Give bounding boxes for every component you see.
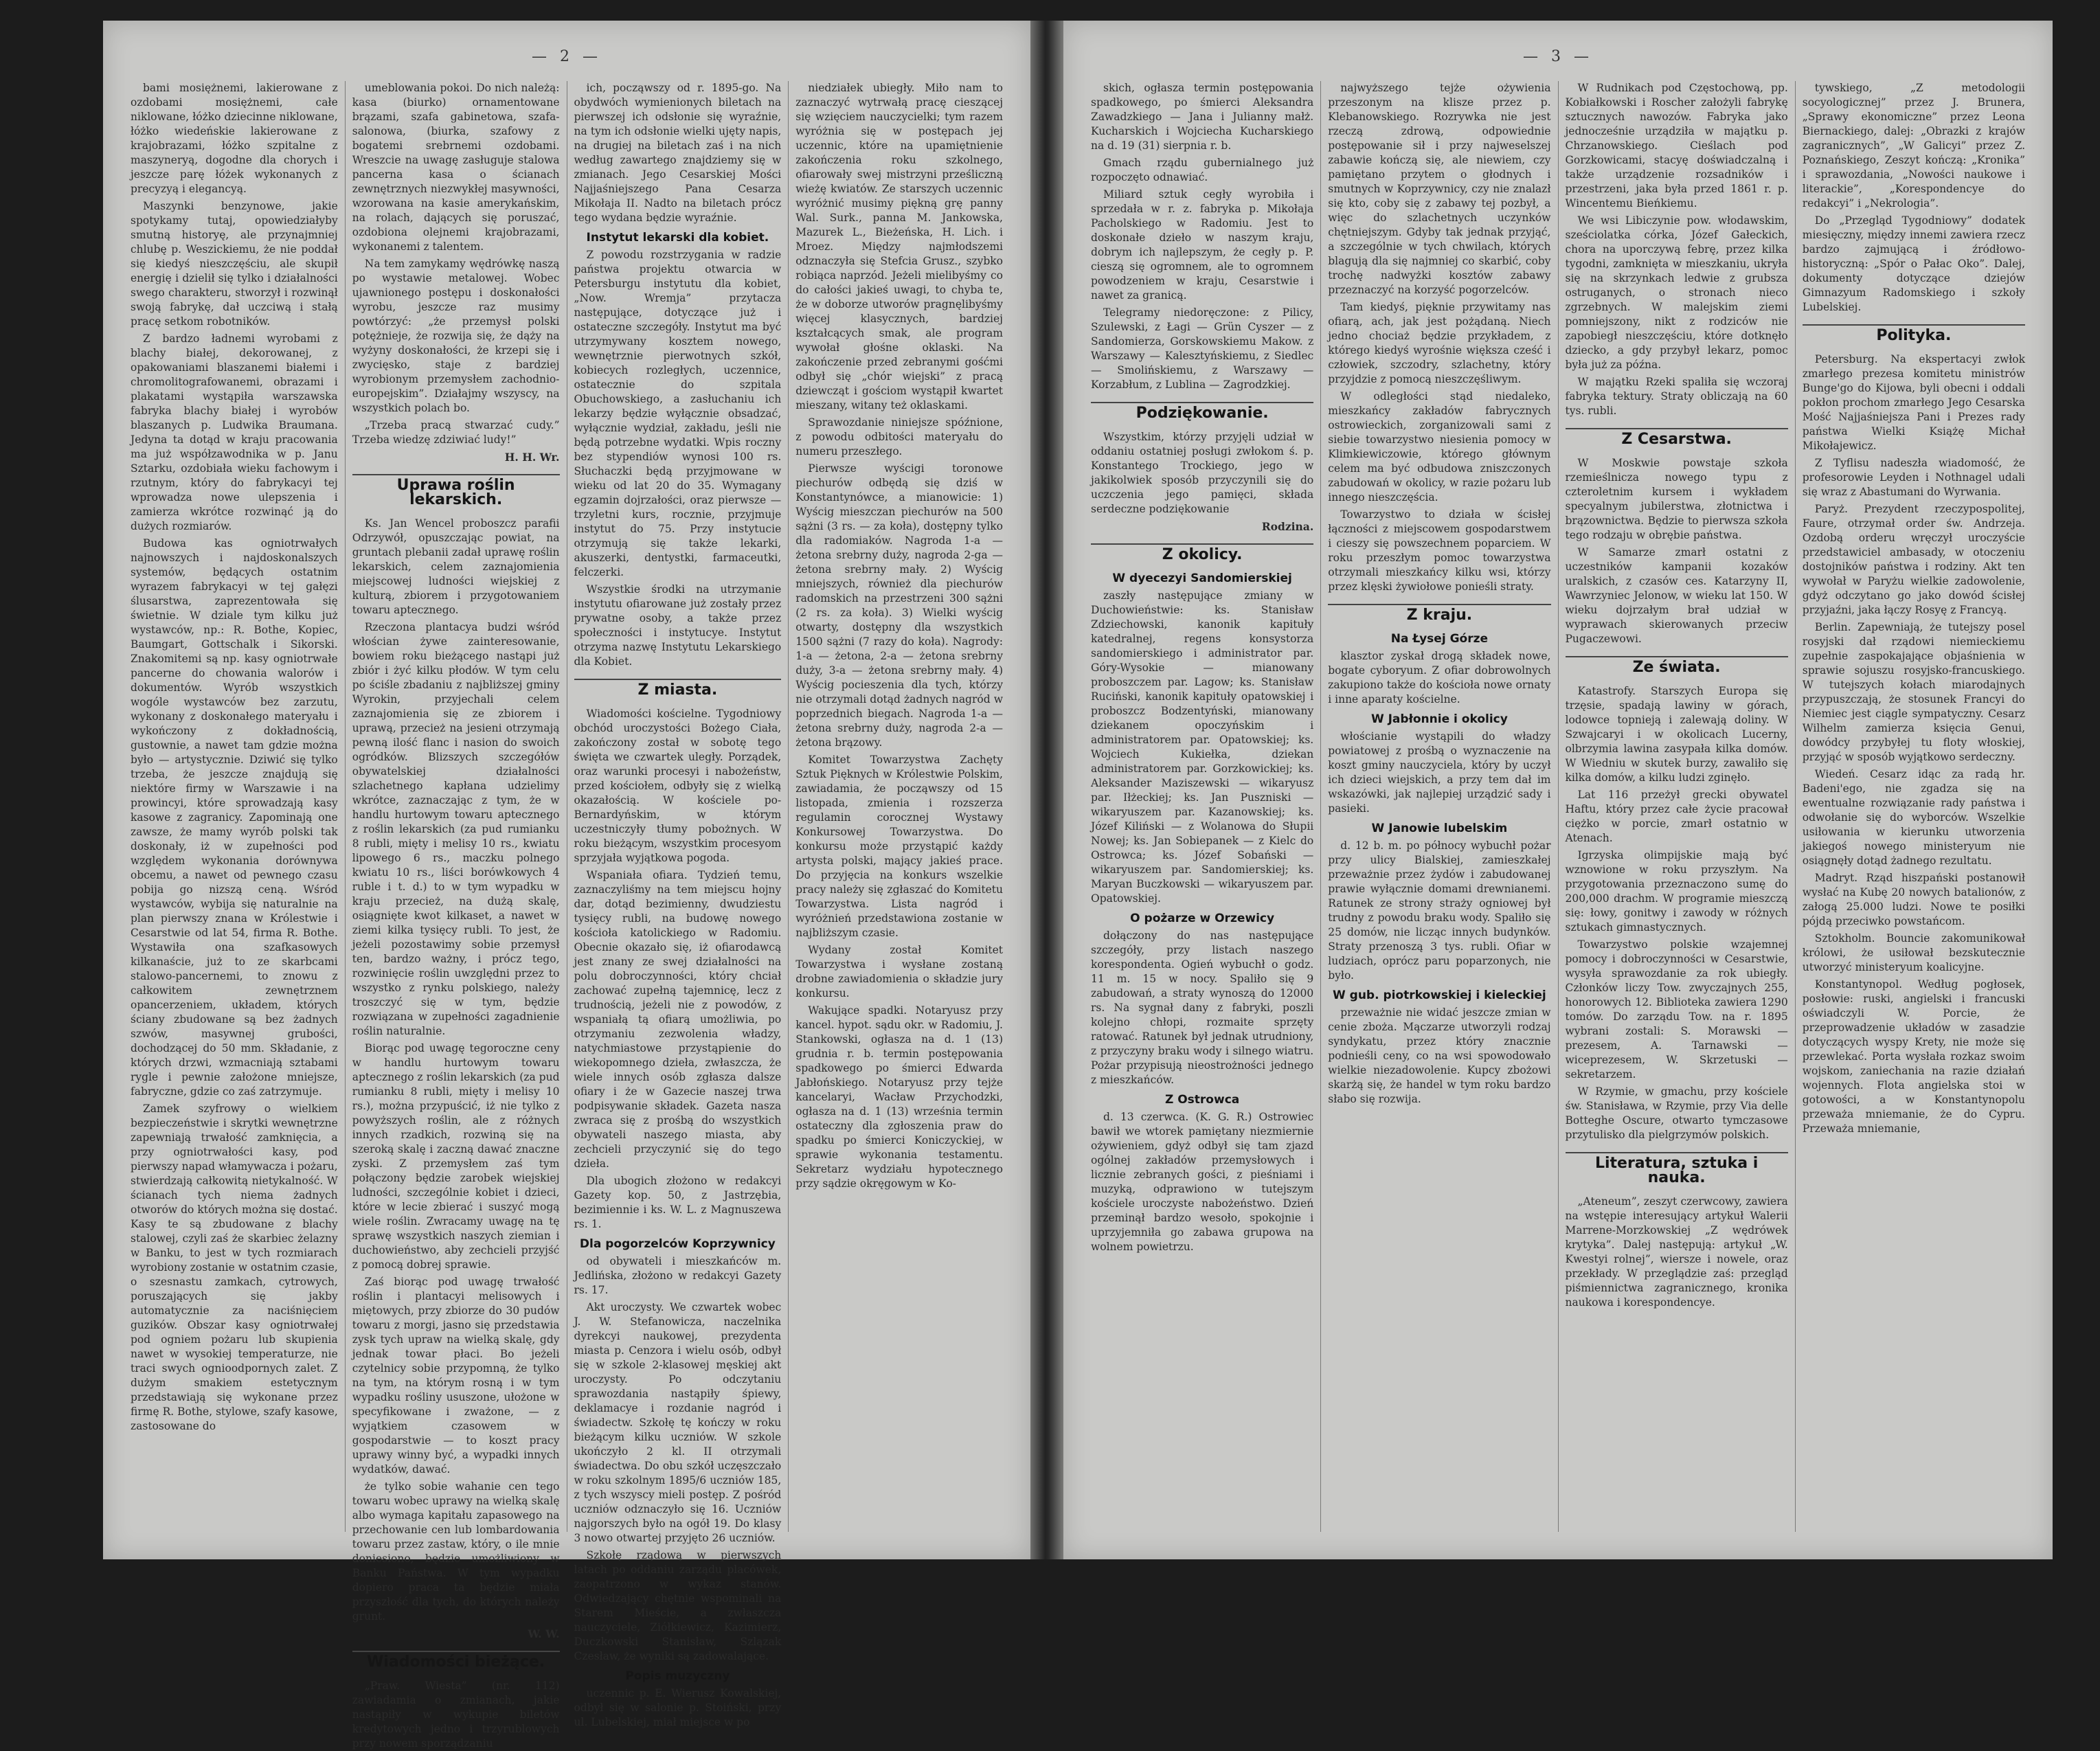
article-paragraph: Towarzystwo to działa w ścisłej łączności z miejscowem gospodarstwem i cieszy się powszechnem poparciem. W roku przeszłym pomoc towarzystwa otrzymali mieszkańcy kilku wsi, którzy przez klęski żywiołowe ponieśli straty. bbox=[1328, 508, 1551, 593]
article-paragraph: od obywateli i mieszkańców m. Jedlińska, złożono w redakcyi Gazety rs. 17. bbox=[574, 1255, 782, 1296]
subsection-heading: W Jabłonnie i okolicy bbox=[1370, 712, 1508, 726]
article-paragraph: Paryż. Prezydent rzeczypospolitej, Faure, otrzymał order św. Andrzeja. Ozdobą orderu wręczył uroczyście przedstawiciel ambasady, w otoczeniu dostojników państwa i rodziny. Akt ten wywołał w Paryżu wielkie zadowolenie, gdyż odczytano go jako dowód ścisłej przyjaźni, jaka łączy Rosyę z Francyą. bbox=[1802, 503, 2025, 616]
article-paragraph: Wiadomości kościelne. Tygodniowy obchód uroczystości Bożego Ciała, zakończony został w sobotę tego święta we czwartek uległy. Porządek, oraz warunki procesyi i nabożeństw, przed kościołem, odbyły się z wielką okazałością. W kościele po-Bernardyńskim, w którym uczestniczyły tłumy pobożnych. W roku bieżącym, wszystkim procesyom sprzyjała wyjątkowa pogoda. bbox=[574, 708, 782, 864]
article-paragraph: bami mosiężnemi, lakierowane z ozdobami mosiężnemi, całe niklowane, łóżko dziecinne niklowane, łóżko wiedeńskie lakierowane z krajobrazami, łóżko szpitalne z maszyneryą, dogodne dla chorych i jeszcze parę łóżek wykonanych z precyzyą i elegancyą. bbox=[131, 82, 338, 195]
article-signature: Rodzina. bbox=[1261, 520, 1314, 533]
left-column-1 bbox=[124, 81, 346, 1532]
article-paragraph: Sprawozdanie niniejsze spóźnione, z powodu odbitości materyału do numeru przeszłego. bbox=[795, 416, 1003, 457]
article-paragraph: uczennic p. E. Wierusz Kowalskiej, odbył się w salonie p. Stoiński, przy ul. Lubelskiej, miał miejsce w po bbox=[574, 1687, 782, 1728]
article-paragraph: Z Tyflisu nadeszła wiadomość, że profesorowie Leyden i Nothnagel udali się wraz z Abastumani do Wyrwania. bbox=[1802, 457, 2025, 498]
section-heading: Z kraju. bbox=[1328, 604, 1550, 626]
article-paragraph: Do „Przegląd Tygodniowy” dodatek miesięczny, między innemi zawiera rzecz bardzo zajmującą i źródłowo-historyczną: „Spór o Pałac Oko”. Dalej, dokumenty dotyczące dziejów Gimnazyum Radomskiego i szkoły Lubelskiej. bbox=[1802, 214, 2025, 313]
article-paragraph: Pierwsze wyścigi toronowe piechurów odbędą się dziś w Konstantynówce, a mianowicie: 1) Wyścig mieszczan piechurów na 500 sążni (3 rs. — za koła), dostępny tylko dla radomiaków. Nagroda 1-a — żetona srebrny duży, nagroda 2-ga — żetona srebrny mały. 2) Wyścig mniejszych, również dla piechurów radomskich na przestrzeni 300 sążni (2 rs. za koła). 3) Wielki wyścig otwarty, dostępny dla wszystkich 1500 sążni (7 razy do koła). Nagrody: 1-a — żetona, 2-a — żetona srebrny duży, 3-a — żetona srebrny mały. 4) Wyścig pocieszenia dla tych, którzy nie otrzymali dotąd żadnych nagród w poprzednich biegach. Nagroda 1-a — żetona srebrny duży, nagroda 2-a — żetona brązowy. bbox=[795, 462, 1003, 749]
article-paragraph: W Samarze zmarł ostatni z uczestników kampanii kozaków uralskich, z czasów ces. Katarzyny II, Wawrzyniec Jelonow, w wieku lat 150. W wieku dojrzałym brał udział w wyprawach skierowanych przeciw Pugaczewowi. bbox=[1565, 546, 1788, 645]
article-paragraph: Akt uroczysty. We czwartek wobec J. W. Stefanowicza, naczelnika dyrekcyi naukowej, prezydenta miasta p. Cenzora i wielu osób, odbył się w szkole 2-klasowej męskiej akt uroczysty. Po odczytaniu sprawozdania nastąpiły śpiewy, deklamacye i rozdanie nagród i świadectw. Szkołę tę kończy w roku bieżącym kilku uczniów. W szkole ukończyło 2 kl. II otrzymali świadectwa. Do obu szkół uczęszczało w roku szkolnym 1895/6 uczniów 185, z tych wszyscy mieli postęp. Z pośród uczniów odznaczyło się 16. Uczniów najgorszych było na ogół 19. Do klasy 3 nowo otwartej przyjęto 26 uczniów. bbox=[574, 1301, 782, 1544]
article-paragraph: Komitet Towarzystwa Zachęty Sztuk Pięknych w Królestwie Polskim, zawiadamia, że począwszy od 15 listopada, zmienia i rozszerza regulamin corocznej Wystawy Konkursowej Towarzystwa. Do konkursu może przystąpić każdy artysta polski, mający jakieś prace. Do przyjęcia na konkurs wszelkie pracy należy się zgłaszać do Komitetu Towarzystwa. Lista nagród i wyróżnień przedstawiona zostanie w najbliższym czasie. bbox=[795, 754, 1003, 939]
article-paragraph: tywskiego, „Z metodologii socyologicznej” przez J. Brunera, „Sprawy ekonomiczne” przez Leona Biernackiego, dalej: „Obrazki z krajów zagranicznych”, „W Galicyi” przez Z. Poznańskiego, Zeszyt kończą: „Kronika” i sprawozdania, „Nowości naukowe i literackie”, „Korespondencye do redakcyi” i „Nekrologia”. bbox=[1802, 82, 2025, 210]
article-paragraph: Sztokholm. Bouncie zakomunikował królowi, że usiłował bezskutecznie utworzyć ministeryum koalicyjne. bbox=[1802, 932, 2025, 973]
section-heading: Podziękowanie. bbox=[1091, 402, 1313, 425]
article-paragraph: zaszły następujące zmiany w Duchowieństwie: ks. Stanisław Zdziechowski, kanonik kapituły katedralnej, regens konsystorza sandomierskiego i administrator par. Góry-Wysokie — mianowany proboszczem par. Lagow; ks. Stanisław Ruciński, kanonik kapituły opatowskiej i proboszcz Bodzentyński, mianowany dziekanem opoczyńskim i administratorem par. Opatowskiej; ks. Wojciech Kukiełka, dziekan administratorem par. Gorzkowickiej; ks. Aleksander Maziszewski — wikaryusz par. Iłżeckiej; ks. Jan Puszniski — wikaryuszem par. Kazanowskiej; ks. Józef Kiliński — z Wolanowa do Słupii Nowej; ks. Jan Sobiepanek — z Kielc do Ostrowca; ks. Józef Sobański — wikaryuszem par. Sandomierskiej; ks. Maryan Buczkowski — wikaryuszem par. Opatowskiej. bbox=[1091, 589, 1314, 905]
right-column-4 bbox=[1796, 81, 2032, 1532]
page-number-right: — 3 — bbox=[1523, 48, 1593, 65]
article-paragraph: Wspaniała ofiara. Tydzień temu, zaznaczyliśmy na tem miejscu hojny dar, dotąd bezimienny, dwudziestu tysięcy rubli, na budowę nowego kościoła katolickiego w Radomiu. Obecnie okazało się, iż ofiarodawcą jest znany ze swej działalności na polu dobroczynności, który chciał zachować zupełną tajemnicę, lecz z trudnością, jeżeli nie z powodów, z wspaniałą tą ofiarą umożliwia, po otrzymaniu zezwolenia władzy, natychmiastowe przystąpienie do wiekopomnego dzieła, zwłaszcza, że wiele innych osób zgłasza dalsze ofiary i że w Gazecie naszej trwa podpisywanie składek. Gazeta nasza zwraca się z prośbą do wszystkich obywateli naszego miasta, aby zechcieli przyczynić się do tego dzieła. bbox=[574, 869, 782, 1170]
article-paragraph: Wakujące spadki. Notaryusz przy kancel. hypot. sądu okr. w Radomiu, J. Stankowski, ogłasza na d. 1 (13) grudnia r. b. termin postępowania spadkowego po śmierci Edwarda Jabłońskiego. Notaryusz przy tejże kancelaryi, Wacław Przychodzki, ogłasza na d. 1 (13) września termin ostateczny dla zgłoszenia praw do spadku po śmierci Koniczyckiej, w sprawie wykonania testamentu. Sekretarz wydziału hypotecznego przy sądzie okręgowym w Ko- bbox=[795, 1004, 1003, 1190]
article-paragraph: włościanie wystąpili do władzy powiatowej z prośbą o wyznaczenie na koszt gminy nauczyciela, który by uczył ich dzieci wiejskich, a przy tem dał im wskazówki, jak najlepiej urządzić sady i pasieki. bbox=[1328, 730, 1551, 815]
section-heading: Uprawa roślin lekarskich. bbox=[352, 474, 560, 511]
article-paragraph: Madryt. Rząd hiszpański postanowił wysłać na Kubę 20 nowych batalionów, z załogą 25.000 ludzi. Nowe te posiłki pójdą przeciwko powstańcom. bbox=[1802, 872, 2025, 927]
article-paragraph: Wszystkim, którzy przyjęli udział w oddaniu ostatniej posługi zwłokom ś. p. Konstantego Trockiego, jego w jakikolwiek sposób przyczynili się do uczczenia jego pamięci, składa serdeczne podziękowanie bbox=[1091, 431, 1314, 515]
left-columns bbox=[124, 81, 1010, 1750]
article-paragraph: d. 12 b. m. po północy wybuchł pożar przy ulicy Bialskiej, zamieszkałej przeważnie przez żydów i zabudowanej prawie wyłącznie domami drewnianemi. Ratunek ze strony straży ogniowej był trudny z powodu braku wody. Spaliło się 25 domów, nie licząc innych budynków. Straty przenoszą 3 tys. rubli. Ofiar w ludziach, oprócz paru poparzonych, nie było. bbox=[1328, 839, 1551, 982]
article-paragraph: W majątku Rzeki spaliła się wczoraj fabryka tektury. Straty obliczają na 60 tys. rubli. bbox=[1565, 376, 1788, 417]
right-page bbox=[1063, 21, 2053, 1559]
left-column-3 bbox=[567, 81, 789, 1728]
article-paragraph: „Praw. Wiesta” (nr. 112) zawiadamia o zmianach, jakie nastąpiły w wykupie biletów kredytowych jedno i trzyrublowych przy nowem sporządzaniu bbox=[352, 1680, 560, 1750]
article-signature: H. H. Wr. bbox=[504, 451, 560, 464]
article-paragraph: Rzeczona plantacya budzi wśród włościan żywe zainteresowanie, bowiem roku bieżącego nastąpi już zbiór i żyć kilku płodów. W tym celu po ściśle zbadaniu z najbliższej gminy Wyrokin, przyjechali celem zaznajomienia się ze zbiorem i uprawą, przecież na jesieni otrzymają pewną ilość flanc i nasion do swoich ogródków. Blizszych szczegółów obywatelskiej działalności szlachetnego kapłana udzielimy wkrótce, zaznaczając z tym, że w handlu hurtowym towaru aptecznego z roślin lekarskich (za pud rumianku 8 rubli, mięty i melisy 10 rs., kwiatu lipowego 6 rs., maczku polnego kwiatu 10 rs., liści borówkowych 4 ruble i t. d.) to w tym wypadku w kraju przecież, na dużą skalę, osiągnięte kwot kilkaset, a nawet w ziemi kilka tysięcy rubli. To jest, że jeżeli pozostawimy sobie przemysł ten, bardzo ważny, i prócz tego, rozwinięcie roślin uwzględni przez to wszystko z rynku polskiego, należy troszczyć się w tym, będzie rozwiązana w zupełności zagadnienie roślin naturalnie. bbox=[352, 621, 560, 1037]
article-signature: W. W. bbox=[528, 1627, 560, 1640]
article-paragraph: Miliard sztuk cegły wyrobiła i sprzedała w r. z. fabryka p. Mikołaja Pacholskiego w Radomiu. Jest to doskonałe dzieło w naszym kraju, dobrym ich najlepszym, że cegły p. P. cieszą się ogromnem, ale to ogromnem powodzeniem w kraju, Cesarstwie i nawet za granicą. bbox=[1091, 188, 1314, 302]
page-number-left: — 2 — bbox=[532, 48, 602, 65]
section-heading: Ze świata. bbox=[1566, 656, 1788, 679]
article-paragraph: Petersburg. Na ekspertacyi zwłok zmarłego prezesa komitetu ministrów Bunge'go do Kijowa, byli obecni i oddali pokłon prochom zmarłego Jego Cesarska Mość Najjaśniejsza Pani i Prezes rady państwa Wielki Książę Michał Mikołajewicz. bbox=[1802, 353, 2025, 452]
article-paragraph: Katastrofy. Starszych Europa się trzęsie, spadają lawiny w górach, lodowce topnieją i zalewają doliny. W Szwajcaryi i w okolicach Lucerny, olbrzymia lawina zasypała kilka domów. W Wiedniu w skutek burzy, zawaliło się kilka domów, a kilku ludzi zginęło. bbox=[1565, 685, 1788, 784]
article-paragraph: niedziałek ubiegły. Miło nam to zaznaczyć wytrwałą pracę cieszącej się wzięciem nauczycielki; tym razem wyróżnia się w postępach jej uczennic, które na upamiętnienie zakończenia roku szkolnego, ofiarowały swej mistrzyni prześliczną wieżę kwiatów. Ze starszych uczennic wyróżnić musimy piękną grę panny Wal. Surk., panna M. Jankowska, Mazurek L., Bieżeńska, H. Lich. i Mroez. Między najmłodszemi odznaczyła się Stefcia Grusz., szybko robiąca naprzód. Jeżeli mielibyśmy co do całości jakieś uwagi, to chyba te, że w doborze utworów pragnęlibyśmy więcej klasycznych, bardziej kształcących smak, ale program wywołał głośne oklaski. Na zakończenie przed zebranymi gośćmi odbył się „chór wiejski” z pracą dziewcząt i gościom wystąpił kwartet mieszany, witany też oklaskami. bbox=[795, 82, 1003, 411]
article-paragraph: najwyższego tejże ożywienia przeszonym na klisze przez p. Klebanowskiego. Rozrywka nie jest rzeczą zdrową, odpowiednie postępowanie sił i przy najweselszej zabawie kończą się, ale niewiem, czy pamiętano przytem o głodnych i smutnych w Koprzywnicy, czy nie znalazł się kto, coby się z zabawy tej pozbył, a więc do szlachetnych uczynków chętniejszym. Gdyby tak jednak przyjąć, a szczególnie w tych chwilach, których blagują dla się najmniej co skarbić, coby trochę nadwyżki kosztów zabawy przeznaczyć na korzyść pogorzelców. bbox=[1328, 82, 1551, 296]
book-gutter bbox=[1030, 21, 1063, 1559]
article-paragraph: Tam kiedyś, pięknie przywitamy nas ofiarą, ach, jak jest pożądaną. Niech jedno chociaż będzie przykładem, z którego kiedyś wyrośnie większa cześć i człowiek, szczodry, szlachetny, który przyjdzie z pomocą nieszczęśliwym. bbox=[1328, 301, 1551, 385]
section-heading: Wiadomości bieżące. bbox=[352, 1651, 560, 1673]
section-heading: Z Cesarstwa. bbox=[1566, 428, 1788, 451]
article-paragraph: Lat 116 przeżył grecki obywatel Haftu, który przez całe życie pracował ciężko w porcie, zmarł ostatnio w Atenach. bbox=[1565, 789, 1788, 844]
article-paragraph: Towarzystwo polskie wzajemnej pomocy i dobroczynności w Cesarstwie, wysyła sprawozdanie za rok ubiegły. Członków liczy Tow. zwyczajnych 255, honorowych 12. Biblioteka zawiera 1290 tomów. Do zarządu Tow. na r. 1895 wybrani zostali: S. Morawski — prezesem, A. Tarnawski — wiceprezesem, W. Skrzetuski — sekretarzem. bbox=[1565, 938, 1788, 1081]
article-paragraph: dołączony do nas następujące szczegóły, przy listach naszego korespondenta. Ogień wybuchł o godz. 11 m. 15 w nocy. Spaliło się 9 zabudowań, a straty wynoszą do 12000 rs. Na sygnał dany z fabryki, poszli kolejno chłopi, rozmaite sprzęty ratować. Ratunek był jednak utrudniony, z przyczyny braku wody i silnego wiatru. Pożar przypisują nieostrożności jednego z mieszkańców. bbox=[1091, 929, 1314, 1086]
article-paragraph: Zaś biorąc pod uwagę trwałość roślin i plantacyi melisowych i miętowych, przy zbiorze do 30 pudów towaru z morgi, jasno się przedstawia zysk tych upraw na wielką skalę, gdy jednak towar płaci. Bo jeżeli czytelnicy sobie przypomną, że tylko na tym, na którym rosną i w tym wypadku rośliny ususzone, ułożone w specyfikowane i zważone, — z wyjątkiem czasowem w gospodarstwie — to koszt pracy uprawy winny być, a wypadki innych wydatków, dawać. bbox=[352, 1276, 560, 1476]
article-paragraph: ich, począwszy od r. 1895-go. Na obydwóch wymienionych biletach na pierwszej ich odsłonie się wyraźnie, na tym ich odsłonie wielki ujęty napis, na drugiej na biletach zaś i na nich według zawartego znajdziemy się w zmianach. Jego Cesarskiej Mości Najjaśniejszego Pana Cesarza Mikołaja II. Nadto na biletach prócz tego wydana będzie wyraźnie. bbox=[574, 82, 782, 224]
right-column-2 bbox=[1321, 81, 1558, 1532]
subsection-heading: Dla pogorzelców Koprzywnicy bbox=[579, 1237, 776, 1251]
article-paragraph: W Moskwie powstaje szkoła rzemieślnicza nowego typu z czteroletnim kursem i wykładem specyalnym jubilerstwa, złotnictwa i brązownictwa. Będzie to pierwsza szkoła tego rodzaju w obrębie państwa. bbox=[1565, 457, 1788, 541]
article-paragraph: Telegramy niedoręczone: z Pilicy, Szulewski, z Łagi — Grün Cyszer — z Sandomierza, Gorskowskiemu Makow. z Warszawy — Kalesztyńskiemu, z Siedlec — Smolińskiemu, z Warszawy — Korzabłum, z Lublina — Zagrodzkiej. bbox=[1091, 306, 1314, 391]
article-paragraph: umeblowania pokoi. Do nich należą: kasa (biurko) ornamentowane brązami, szafa gabinetowa, szafa-salonowa, (biurka, szafowy z bogatemi srebrnemi ozdobami. Wreszcie na uwagę zasługuje stalowa pancerna kasa o ścianach zewnętrznych niezwykłej masywności, wzorowana na kasie amerykańskim, na rolach, dających się poruszać, ozdobiona olejnemi krajobrazami, wykonanemi z talentem. bbox=[352, 82, 560, 253]
article-paragraph: że tylko sobie wahanie cen tego towaru wobec uprawy na wielką skalę albo wymaga kapitału zapasowego na przechowanie cen lub lombardowania towaru przez zastaw, który, o ile mnie doniesiono, będzie umożliwiony w Banku Państwa. W tym wypadku dopiero praca ta będzie miała przyszłość dla tych, do których należy grunt. bbox=[352, 1480, 560, 1623]
right-columns bbox=[1084, 81, 2032, 1532]
article-paragraph: Wydany został Komitet Towarzystwa i wysłane zostaną drobne zawiadomienia o składzie jury konkursu. bbox=[795, 944, 1003, 999]
subsection-heading: W dyecezyi Sandomierskiej bbox=[1112, 572, 1292, 585]
article-paragraph: Berlin. Zapewniają, że tutejszy posel rosyjski dał rządowi niemieckiemu zupełnie zaspokajające objaśnienia w sprawie sojuszu rosyjsko-francuskiego. W tutejszych kołach miarodajnych przypuszczają, że stosunek Francyi do Niemiec jest ciągle sympatyczny. Cesarz Wilhelm zamierza księcia Genui, dowódcy przybyłej tu floty włoskiej, przyjąć w sposób wyjątkowo serdeczny. bbox=[1802, 621, 2025, 763]
article-paragraph: Konstantynopol. Według pogłosek, posłowie: ruski, angielski i francuski oświadczyli W. Porcie, że przeprowadzenie układów w zasadzie dotyczących wyspy Krety, nie może się przewlekać. Porta wysłała rozkaz swoim wojskom, zaniechania na razie działań wojennych. Flota angielska stoi w gotowości, a w Konstantynopolu przeważa mniemanie, że do Cypru. Przeważa mniemanie, bbox=[1802, 978, 2025, 1135]
subsection-heading: Z Ostrowca bbox=[1164, 1093, 1240, 1107]
article-paragraph: Maszynki benzynowe, jakie spotykamy tutaj, opowiedziałyby smutną historyę, ale przynajmniej chlubę p. Weszickiemu, że nie poddał się kiedyś nieszczęściu, ale skupił energię i dzielił się tylko i działalności swego charakteru, stworzył i rozwinął swoją fabrykę, dał uczciwą i stałą pracę setkom robotników. bbox=[131, 200, 338, 328]
article-paragraph: W odległości stąd niedaleko, mieszkańcy zakładów fabrycznych ostrowieckich, zorganizowali sami z siebie towarzystwo niesienia pomocy w Klimkiewiczowie, którego głównym celem ma być odbudowa zniszczonych zabudowań w okolicy, w razie pożaru lub innego nieszczęścia. bbox=[1328, 390, 1551, 504]
left-column-4 bbox=[789, 81, 1010, 1532]
section-heading: Z miasta. bbox=[574, 679, 782, 701]
article-paragraph: „Ateneum”, zeszyt czerwcowy, zawiera na wstępie interesujący artykuł Walerii Marrene-Morzkowskiej „Z wędrówek krytyka”. Dalej następują: artykuł „W. Kwestyi rolnej”, wiersze i nowele, oraz przekłady. W przeglądzie zaś: przegląd piśmiennictwa zagranicznego, kronika naukowa i korespondencye. bbox=[1565, 1195, 1788, 1309]
article-paragraph: przeważnie nie widać jeszcze zmian w cenie zboża. Mączarze utworzyli rodzaj syndykatu, przez który znacznie podnieśli ceny, co na wsi spowodowało wielkie niezadowolenie. Kupcy zbożowi skarżą się, że handel w tym roku bardzo słabo się rozwija. bbox=[1328, 1006, 1551, 1105]
section-heading: Literatura, sztuka i nauka. bbox=[1566, 1152, 1788, 1189]
article-paragraph: Gmach rządu gubernialnego już rozpoczęto odnawiać. bbox=[1091, 157, 1314, 183]
article-paragraph: d. 13 czerwca. (K. G. R.) Ostrowiec bawił we wtorek pamiętany niezmiernie ożywieniem, gdyż odbył się tam zjazd ogólnej zakładów przemysłowych i licznie zebranych gości, z pieśniami i muzyką, odprawiono w tutejszym kościele uroczyste nabożeństwo. Dzień przeminął bardzo wesoło, spokojnie i uprzyjemniła go zabawa grupowa na wolnem powietrzu. bbox=[1091, 1111, 1314, 1253]
article-paragraph: Ks. Jan Wencel proboszcz parafii Odrzywół, opuszczając powiat, na gruntach plebanii zadał uprawę roślin lekarskich, celem zaznajomienia miejscowej ludności wiejskiej z kulturą, zbiorem i przygotowaniem towaru aptecznego. bbox=[352, 517, 560, 616]
article-paragraph: We wsi Libiczynie pow. włodawskim, sześciolatka córka, Józef Gałeckich, chora na uporczywą febrę, przez kilka tygodni, zamknięta w mieszkaniu, ukryła się na skrzynkach ledwie z grubsza ostruganych, o stronach nieco zgrzebnych. W malejskim ziemi pomniejszony, nikt z rodziców nie zapobiegł nieszczęściu, które dotknęło dziecko, a gdy przybył lekarz, pomoc była już za późna. bbox=[1565, 214, 1788, 371]
article-paragraph: klasztor zyskał drogą składek nowe, bogate cyboryum. Z ofiar dobrowolnych zakupiono także do kościoła nowe ornaty i inne aparaty kościelne. bbox=[1328, 650, 1551, 705]
article-paragraph: „Trzeba pracą stwarzać cudy.” Trzeba wiedzę zdziwiać ludy!” bbox=[352, 419, 560, 446]
article-paragraph: Budowa kas ogniotrwałych najnowszych i najdoskonalszych systemów, będących ostatnim wyrazem fabrykacyi w tej gałęzi ślusarstwa, zaprezentowała się świetnie. W dziale tym kilku już wystawców, np.: R. Bothe, Kopiec, Baumgart, Gottschalk i Sikorski. Znakomitemi są np. kasy ogniotrwałe pancerne do chowania walorów i dokumentów. Wyrób wszystkich wogóle wystawców bez zarzutu, wykonany z doskonałego materyału i wykończony z dokładnością, gustownie, a nawet tam gdzie można było — artystycznie. Dziwić się tylko trzeba, że jeszcze znajdują się niektóre firmy w Warszawie i na prowincyi, które sprowadzają kasy kasowe z zagranicy. Zapominają one zawsze, że mamy wyrób polski tak doskonały, iż w zupełności pod względem wykonania dorównywa obcemu, a nawet od pewnego czasu pobija go nizszą ceną. Wśród wystawców, wybija się naturalnie na plan pierwszy znana w Królestwie i Cesarstwie od lat 54, firma R. Bothe. Wystawiła ona szafkasowych kilkanaście, już to ze skarbcami stalowo-pancernemi, to znowu z całkowitem zewnętrznem opancerzeniem, układem, których ściany zbudowane są bez żadnych szwów, masywnej grubości, dochodzącej do 50 mm. Składanie, z których drzwi, wzmacniają sztabami rygle i pewnie założone mniejsze, fabryczne, gdzie co zaś zatrzymuje. bbox=[131, 537, 338, 1098]
article-paragraph: Z bardzo ładnemi wyrobami z blachy białej, dekorowanej, z opakowaniami blaszanemi białemi i chromolitografowanemi, obrazami i plakatami wystąpiła warszawska fabryka blachy białej i wyrobów blaszanych p. Ludwika Braumana. Jedyna ta dotąd w kraju pracowania ma już współzawodnika w p. Janu Sztarku, ozdobiała wieku fachowym i rzutnym, który do fabrykacyi tej wprowadza nowe ulepszenia i zamierza wkrótce rozwinąć ją do dużych rozmiarów. bbox=[131, 332, 338, 532]
left-page bbox=[103, 21, 1030, 1750]
article-paragraph: W Rzymie, w gmachu, przy kościele św. Stanisława, w Rzymie, przy Via delle Botteghe Oscure, otwarto tymczasowe przytulisko dla pielgrzymów polskich. bbox=[1565, 1085, 1788, 1141]
right-column-1 bbox=[1084, 81, 1321, 1532]
article-paragraph: skich, ogłasza termin postępowania spadkowego, po śmierci Aleksandra Zawadzkiego — Jana i Julianny małż. Kucharskich i Wojciecha Kucharskiego na d. 19 (31) sierpnia r. b. bbox=[1091, 82, 1314, 152]
subsection-heading: Popis muzyczny bbox=[625, 1669, 730, 1683]
left-column-2 bbox=[346, 81, 567, 1750]
subsection-heading: W Janowie lubelskim bbox=[1371, 822, 1508, 835]
article-paragraph: Dla ubogich złożono w redakcyi Gazety kop. 50, z Jastrzębia, bezimiennie i ks. W. L. z Magnuszewa rs. 1. bbox=[574, 1175, 782, 1230]
article-paragraph: Biorąc pod uwagę tegoroczne ceny w handlu hurtowym towaru aptecznego z roślin lekarskich (za pud rumianku 8 rubli, mięty i melisy 10 rs.), można przypuścić, iż nie tylko z powyższych roślin, ale z różnych innych rzadkich, rozwiną się na szeroką skalę i zaczną dawać znaczne zyski. Z przemysłem zaś tym połączony będzie zarobek wiejskiej ludności, szczególnie kobiet i dzieci, które w lecie zbierać i suszyć mogą wiele roślin. Zwracamy uwagę na tę sprawę wszystkich naszych ziemian i duchowieństwo, aby zechcieli przyjść z pomocą dobrej sprawie. bbox=[352, 1042, 560, 1271]
article-paragraph: W Rudnikach pod Częstochową, pp. Kobiałkowski i Roscher założyli fabrykę sztucznych nawozów. Fabryka jako jednocześnie urządziła w majątku p. Chrzanowskiego. Cieślach pod Gorzkowicami, stacyę doświadczalną i także urządzenie rozsadników i przestrzeni, jaka była przed 1861 r. p. Wincentemu Bieńkiemu. bbox=[1565, 82, 1788, 210]
right-column-3 bbox=[1559, 81, 1796, 1532]
article-paragraph: Zamek szyfrowy o wielkiem bezpieczeństwie i skrytki wewnętrzne zapewniają trwałość zamknięcia, a przy ogniotrwałości kasy, pod pierwszy napad włamywacza i pożaru, stwierdzają całkowitą nietykalność. W ścianach tych niema żadnych otworów do których można się dostać. Kasy te są zbudowane z blachy stalowej, czyli zaś że skarbiec żelazny w Banku, to jest w tych rozmiarach wyrobiony zostanie w ostatnim czasie, o szesnastu zamkach, cytrowych, poruszających się jakby automatycznie za naciśnięciem guzików. Obszar kasy ogniotrwałej pod ogniem pożaru lub skupienia nawet w wysokiej temperaturze, nie traci swych ognioodpornych zalet. Z dużym smakiem estetycznym przedstawiają się wykonane przez firmę R. Bothe, stylowe, szafy kasowe, zastosowane do bbox=[131, 1103, 338, 1432]
article-paragraph: Szkołę rządową w pierwszych latach po oddaniu zarządu placówek, zaopatrzono w wykaz stanów. Odwiedzający chętnie wspominali na Starem Mieście, a zwłaszcza nauczyciele, Ziółkiewicz, Kazimierz, Duczkowski Stanisław, Szlązak Czesław, że wyniki są zadowalające. bbox=[574, 1549, 782, 1662]
section-heading: Z okolicy. bbox=[1091, 543, 1313, 566]
article-paragraph: Z powodu rozstrzygania w radzie państwa projektu otwarcia w Petersburgu instytutu dla kobiet, „Now. Wremja” przytacza następujące, dotyczące już i ostateczne szczegóły. Instytut ma być utrzymywany kosztem nowego, wewnętrznie pierwotnych szkół, kobiecych rozległych, uczennice, ostatecznie do szpitala Obuchowskiego, a zasłuchaniu ich lekarzy będzie wyłącznie obsadzać, wyłącznie wydział, zakładu, jeśli nie będą potrzebne wydatki. Wpis roczny bez stypendiów wynosi 100 rs. Słuchaczki będą przyjmowane w wieku od lat 20 do 35. Wymagany egzamin dojrzałości, oraz pierwsze — trzyletni kurs, rocznie, przyjmuje instytut do 75. Przy instytucie otrzymują się także lekarki, akuszerki, dentystki, farmaceutki, felczerki. bbox=[574, 249, 782, 578]
article-paragraph: Igrzyska olimpijskie mają być wznowione w roku przyszłym. Na przygotowania przeznaczono sumę do 200,000 drachm. W programie mieszczą się: łowy, gonitwy i zawody w różnych sztukach gimnastycznych. bbox=[1565, 849, 1788, 934]
section-heading: Polityka. bbox=[1803, 324, 2025, 347]
subsection-heading: Na Łysej Górze bbox=[1390, 632, 1489, 646]
article-paragraph: Wszystkie środki na utrzymanie instytutu ofiarowane już zostały przez prywatne osoby, a także przez społeczności i instytucye. Instytut otrzyma nazwę Instytutu Lekarskiego dla Kobiet. bbox=[574, 583, 782, 668]
article-paragraph: Wiedeń. Cesarz idąc za radą hr. Badeni'ego, nie zgadza się na ewentualne rozwiązanie rady państwa i odwołanie się do wyborców. Wszelkie usiłowania w kierunku utworzenia jakiegoś nowego ministeryum nie osiągnęły dotąd żadnego rezultatu. bbox=[1802, 768, 2025, 867]
subsection-heading: Instytut lekarski dla kobiet. bbox=[586, 231, 769, 245]
subsection-heading: O pożarze w Orzewicy bbox=[1130, 912, 1275, 925]
article-paragraph: Na tem zamykamy wędrówkę naszą po wystawie metalowej. Wobec ujawnionego postępu i doskonałości wyrobu, jeszcze raz musimy powtórzyć: „że przemysł polski potężnieje, że rozwija się, że dąży na wyżyny doskonałości, że krzepi się i zwycięsko, staje z bardziej wyrobionym przemysłem zachodnio-europejskim”. Działajmy wszyscy, na wszystkich polach bo. bbox=[352, 258, 560, 414]
subsection-heading: W gub. piotrkowskiej i kieleckiej bbox=[1332, 989, 1546, 1002]
